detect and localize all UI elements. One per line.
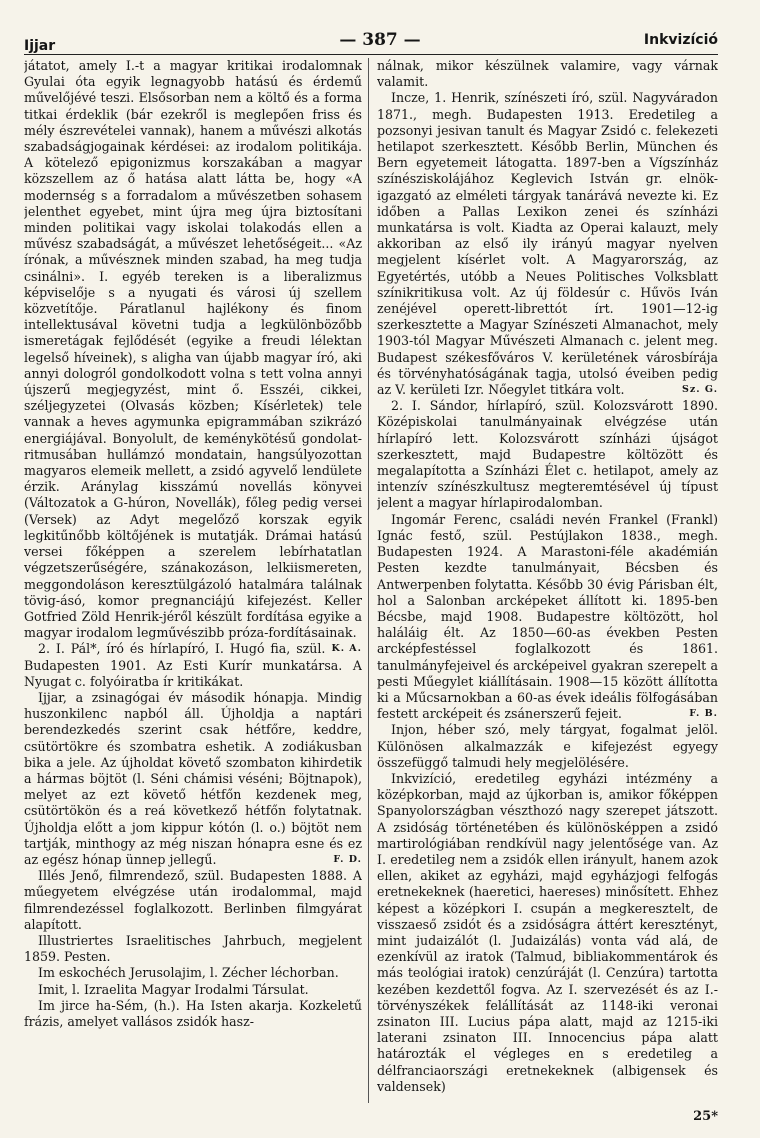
author-signature: F. B.: [689, 708, 718, 720]
left-column: [24, 58, 362, 1098]
entry-paragraph: Inkvizíció, eredetileg egyházi intézmény a középkorban, majd az újkorban is, amikor főképpen Spanyolországban vészthozó nagy szerepet játszott. A zsidóság történetében és különösképpen a zsidó martirológiában rendkívül nagy jelentősége van. Az I. eredetileg nem a zsidók ellen irányult, hanem azok ellen, akiket az egyházi, majd egyházjogi felfogás eretnekeknek (haeretici, haereses) minősített. Ehhez képest a középkori I. csupán a megkeresztelt, de visszaeső zsidót és a zsidóságra áttért keresztényt, mint judaizálót (l. Judaizálás) vonta vád alá, de ezenkívül az iratok (Talmud, bibliakommentárok és más teológiai iratok) cenzúráját (l. Cenzúra) tartotta kezében kezdettől fogva. Az I. szervezését és az I.-törvényszékek felállítását az 1148-iki veronai zsinaton III. Lucius pápa alatt, majd az 1215-iki laterani zsinaton III. Innocencius pápa alatt határozták el végleges en s eredetileg a délfranciaországi eretnekeknek (albigensek és valdensek): [377, 770, 718, 1094]
header-rule: [24, 54, 718, 55]
entry-paragraph: 2. I. Pál*, író és hírlapíró, I. Hugó fia, szül. Budapesten 1901. Az Esti Kurír munkatársa. A Nyugat c. folyóiratba ír kritikákat.: [24, 641, 362, 689]
entry-paragraph: nálnak, mikor készülnek valamire, vagy várnak valamit.: [377, 58, 718, 90]
entry-paragraph: Im eskochéch Jerusolajim, l. Zécher léchorban.: [38, 965, 339, 981]
author-signature: K. A.: [331, 643, 362, 655]
column-divider: [368, 58, 369, 1103]
entry-paragraph: Ijjar, a zsinagógai év második hónapja. Mindig huszonkilenc napból áll. Újholdja a naptári berendezkedés szerint csak hétfőre, keddre, csütörtökre és szombatra eshetik. A zodiákusban bika a jele. Az újholdat követő szombaton kihirdetik a hármas böjtöt (l. Séni chámisi véséni; Böjtnapok), melyet az ezt követő hétfőn kezdenek meg, csütörtökön és a reá következő hétfőn folytatnak. Újholdja előtt a jom kippur kótón (l. o.) böjtöt nem tartják, minthogy az még niszan hónapra esne és ez az egész hónap ünnep jellegű. F. D.: [24, 689, 362, 867]
entry-paragraph: játatot, amely I.-t a magyar kritikai irodalomnak Gyulai óta egyik legnagyobb hatású és érdemű művelőjévé teszi. Elsősorban nem a költő és a forma titkai érdeklik (bár ezekről is meglepően friss és mély észrevételei vannak), hanem a művészi alkotás szabadságjogainak kérdései: az irodalom politikája. A kötelező epigonizmus korszakában a magyar közszellem az ő hatása alatt látta be, hogy «A modernség s a forradalom a művészetben sohasem jelenthet egyebet, mint újra meg újra biztosítani minden politikai vagy iskolai tolakodás ellen a művész szabadságát, a művészet lehetőségeit... «Az írónak, a művésznek minden szabad, ha meg tudja csinálni». I. egyéb tereken is a liberalizmus képviselője s a nyugati és városi új szellem közvetítője. Páratlanul hajlékony és finom intellektusával követni tudja a legkülönbözőbb ismeretágak fejlődését (egyike a freudi lélektan legelső híveinek), s aligha van újabb magyar író, aki annyi dologról gondolkodott volna s tett volna annyi újszerű megjegyzést, mint ő. Esszéi, cikkei, széljegyzetei (Olvasás közben; Kísérletek) tele vannak a heves agymunka epigrammában szikrázó energiájával. Bonyolult, de keménykötésű gondolat-ritmusában hullámzó mondatain, hangsúlyozottan magyaros elemeik mellett, a zsidó agyvelő lendülete érzik. Aránylag kisszámú novellás könyvei (Változatok a G-húron, Novellák), főleg pedig versei (Versek) az Adyt megelőző korszak egyik legkitűnőbb költőjének is mutatják. Drámai hatású versei főképpen a szerelem lebírhatatlan végzetszerűségére, szánakozáson, lelkiismereten, meggondoláson keresztülgázoló hatalmára találnak tövig-ásó, komor pregnanciájú kifejezést. Keller Gotfried Zöld Henrik-jéről készült fordítása egyike a magyar irodalom legművészibb próza-fordításainak. K. A.: [24, 58, 362, 641]
page-number: — 387 —: [339, 30, 421, 50]
right-column: [377, 58, 718, 1098]
running-head-left: Ijjar: [24, 38, 56, 54]
running-head-right: Inkvizíció: [643, 32, 718, 48]
entry-paragraph: Imit, l. Izraelita Magyar Irodalmi Társulat.: [38, 981, 309, 997]
entry-paragraph: Im jirce ha-Sém, (h.). Ha Isten akarja. Kozkeletű frázis, amelyet vallásos zsidók hasz-: [24, 997, 362, 1029]
signature-mark: 25*: [693, 1109, 718, 1124]
entry-paragraph: 2. I. Sándor, hírlapíró, szül. Kolozsvárott 1890. Középiskolai tanulmányainak elvégzése után hírlapíró lett. Kolozsvárott színházi újságot szerkesztett, majd Budapestre költözött és megalapította a Színházi Élet c. hetilapot, amely az intenzív színészkultusz megteremtésével új típust jelent a magyar hírlapirodalomban.: [377, 398, 718, 511]
author-signature: F. D.: [333, 853, 362, 865]
entry-paragraph: Incze, 1. Henrik, színészeti író, szül. Nagyváradon 1871., megh. Budapesten 1913. Eredetileg a pozsonyi jesivan tanult és Magyar Zsidó c. felekezeti hetilapot szerkesztett. Később Berlin, München és Bern egyetemeit látogatta. 1897-ben a Vígszínház színésziskolájához Keglevich István gr. elnök-igazgató az elméleti tárgyak tanárává nevezte ki. Ez időben a Pallas Lexikon zenei és színházi munkatársa is volt. Kiadta az Operai kalauzt, mely akkoriban az első ily irányú magyar nyelven megjelent kísérlet volt. A Magyarország, az Egyetértés, utóbb a Neues Politisches Volksblatt színikritikusa volt. Az új földesúr c. Hűvös Iván zenéjével operett-librettót írt. 1901—12-ig szerkesztette a Magyar Színészeti Almanachot, mely 1903-tól Magyar Művészeti Almanach c. jelent meg. Budapest székesfőváros V. kerületének városbírája és törvényhatóságának tagja, utolsó éveiben pedig az V. kerületi Izr. Nőegylet titkára volt. Sz. G.: [377, 90, 718, 398]
entry-paragraph: Illustriertes Israelitisches Jahrbuch, megjelent 1859. Pesten.: [24, 932, 362, 965]
entry-paragraph: Illés Jenő, filmrendező, szül. Budapesten 1888. A műegyetem elvégzése után irodalommal, majd filmrendezéssel foglalkozott. Berlinben filmgyárat alapított.: [24, 868, 362, 932]
author-signature: Sz. G.: [682, 384, 718, 396]
entry-paragraph: Injon, héber szó, mely tárgyat, fogalmat jelöl. Különösen alkalmazzák e kifejezést egyegy összefüggő talmudi hely megjelölésére.: [377, 722, 718, 770]
entry-paragraph: Ingomár Ferenc, családi nevén Frankel (Frankl) Ignác festő, szül. Pestújlakon 1838., megh. Budapesten 1924. A Marastoni-féle akadémián Pesten kezdte tanulmányait, Bécsben és Antwerpenben folytatta. Később 30 évig Párisban élt, hol a Salonban arcképeket állított ki. 1895-ben Bécsbe, majd 1908. Budapestre költözött, hol haláláig élt. Az 1850—60-as években Pesten arcképfestéssel foglalkozott és 1861. tanulmányfejeivel és arcképeivel gyakran szerepelt a pesti Műegylet kiállításain. 1908—15 között állította ki a Műcsarnokban a 60-as évek ideális fölfogásában festett arcképeit és zsánerszerű fejeit. F. B.: [377, 511, 718, 722]
